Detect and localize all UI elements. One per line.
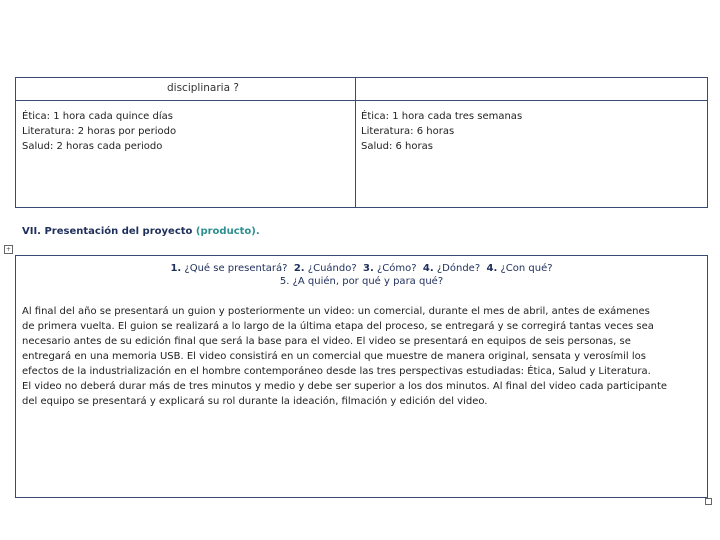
schedule-cell-right[interactable] (361, 109, 522, 154)
question-number: 4. (422, 263, 434, 274)
schedule-cell-left[interactable] (22, 109, 176, 154)
schedule-line: Salud: 2 horas cada periodo (22, 141, 163, 152)
questions-line-1 (16, 263, 707, 274)
schedule-line: Ética: 1 hora cada quince días (22, 111, 173, 122)
paragraph-line: necesario antes de su edición final que será la base para el video. El video se presentará en equipos de seis personas, se (22, 336, 631, 347)
paragraph-line: El video no deberá durar más de tres minutos y medio y debe ser superior a los dos minutos. Al final del video cada participante (22, 381, 668, 392)
paragraph-line: Al final del año se presentará un guion y posteriormente un video: un comercial, durante el mes de abril, antes de exámenes (22, 306, 650, 317)
question-text: ¿Dónde? (436, 263, 481, 274)
question-number: 2. (293, 263, 305, 274)
paragraph-line: efectos de la industrialización en el hombre contemporáneo desde las tres perspectivas estudiadas: Ética, Salud y Literatura. (22, 366, 651, 377)
question-text: ¿Qué se presentará? (184, 263, 288, 274)
schedule-table (15, 77, 708, 208)
question-number: 3. (363, 263, 374, 274)
question-text: ¿Cómo? (376, 263, 417, 274)
section-heading-accent: (producto). (195, 226, 260, 237)
question-text: ¿Cuándo? (307, 263, 357, 274)
question-number: 4. (486, 263, 498, 274)
schedule-line: Literatura: 6 horas (361, 126, 455, 137)
table-resize-handle-icon[interactable] (705, 498, 712, 505)
section-heading-main: VII. Presentación del proyecto (22, 226, 196, 237)
section-heading (22, 226, 260, 237)
schedule-line: Ética: 1 hora cada tres semanas (361, 111, 523, 122)
presentation-table[interactable] (15, 255, 708, 498)
questions-line-2: 5. ¿A quién, por qué y para qué? (279, 276, 444, 287)
question-number: 1. (170, 263, 182, 274)
paragraph-line: entregará en una memoria USB. El video consistirá en un comercial que muestre de manera original, sensata y verosímil los (22, 351, 646, 362)
table-move-handle-icon[interactable]: + (5, 246, 12, 253)
presentation-paragraph (22, 304, 704, 409)
column-divider (355, 78, 356, 207)
paragraph-line: de primera vuelta. El guion se realizará a lo largo de la última etapa del proceso, se entregará y se corregirá tantas veces sea (22, 321, 654, 332)
paragraph-line: del equipo se presentará y explicará su rol durante la ideación, filmación y edición del video. (22, 396, 488, 407)
schedule-line: Literatura: 2 horas por periodo (22, 126, 177, 137)
schedule-header-left: disciplinaria ? (167, 82, 239, 94)
schedule-table-header-row (16, 78, 707, 101)
question-text: ¿Con qué? (500, 263, 553, 274)
schedule-line: Salud: 6 horas (361, 141, 433, 152)
